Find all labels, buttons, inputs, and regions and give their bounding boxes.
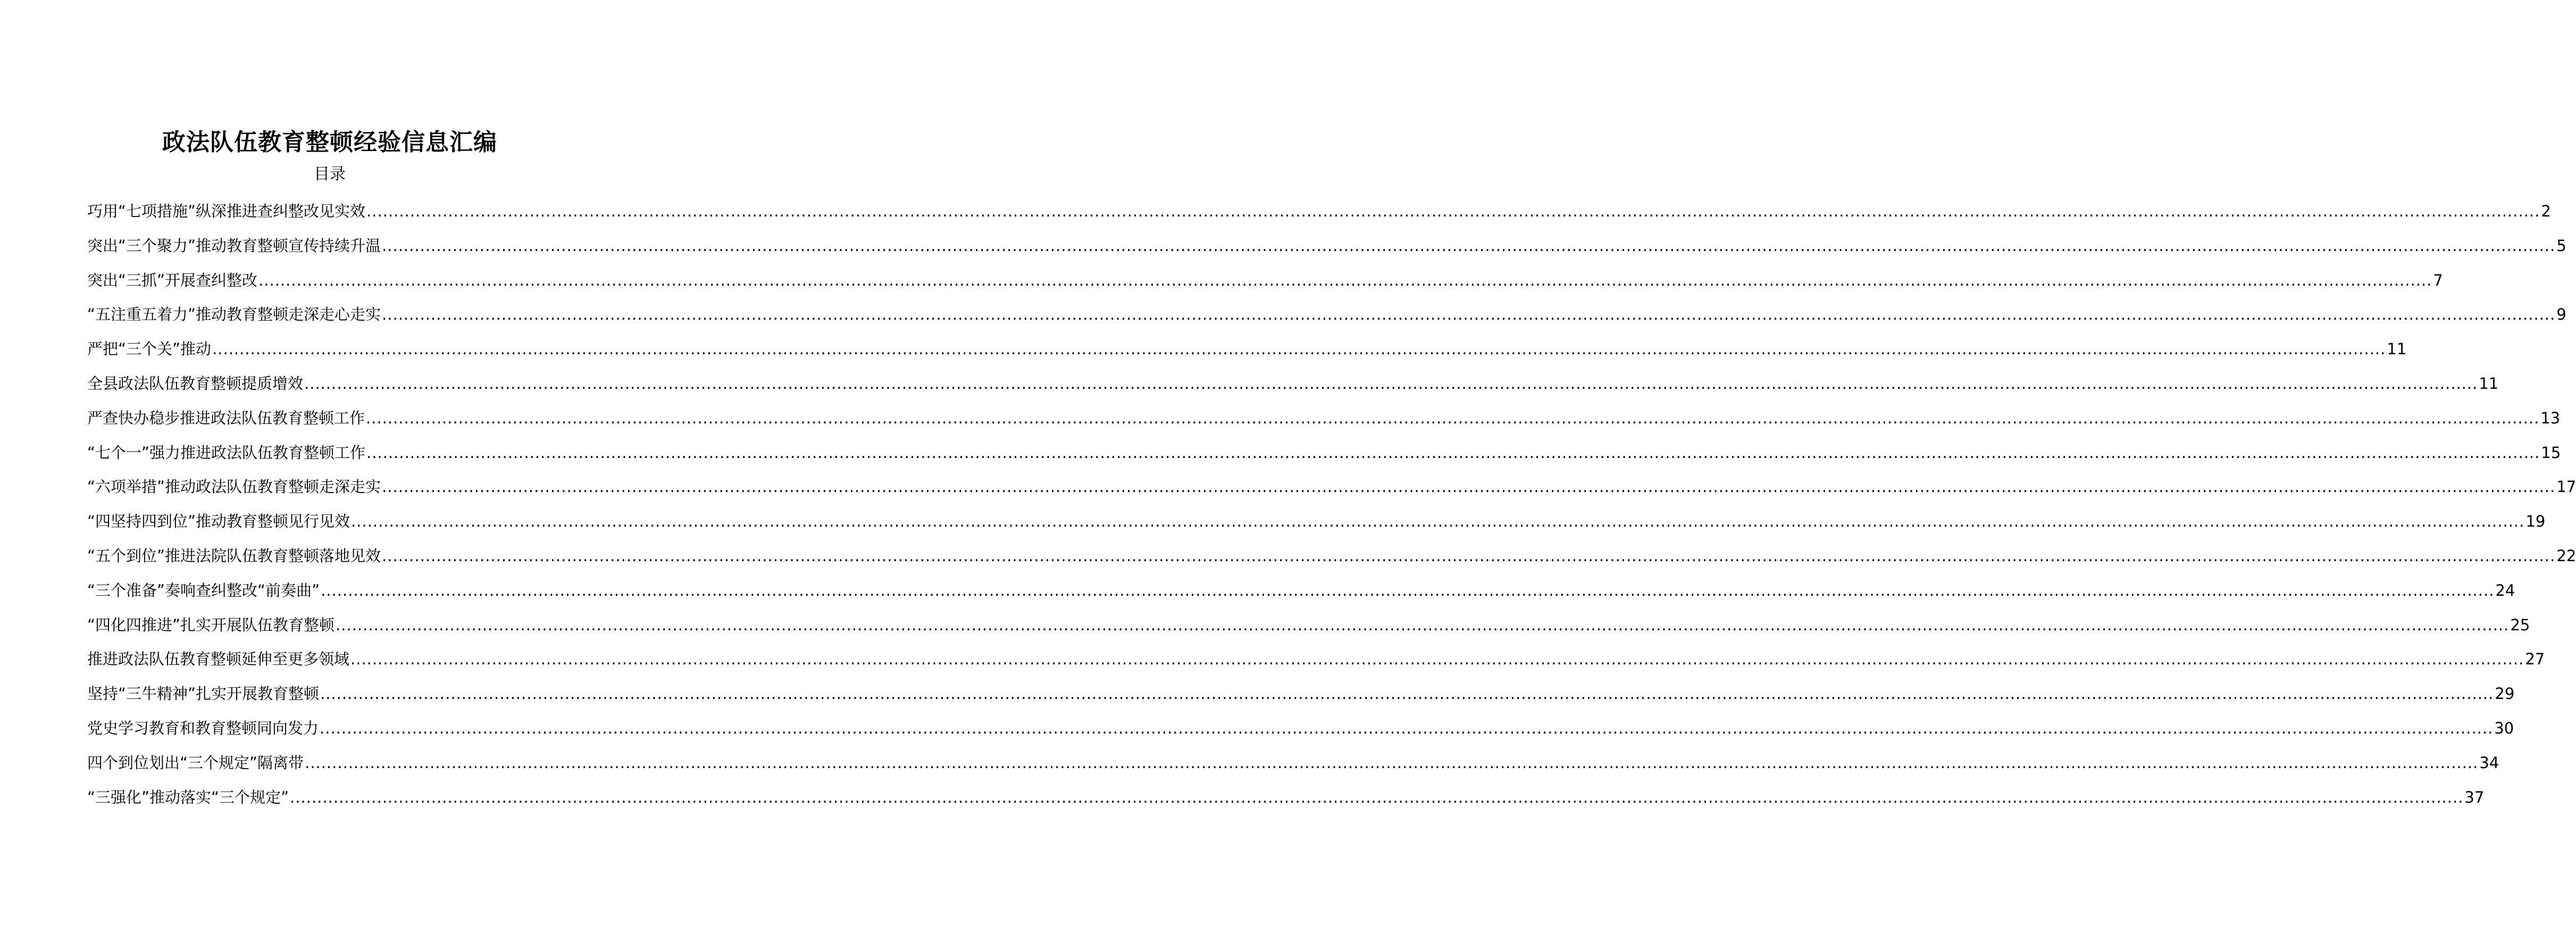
toc-entry[interactable] — [87, 473, 2576, 508]
toc-entry-page-number: 5 — [2556, 236, 2566, 255]
toc-entry-title: “三强化”推动落实“三个规定” — [87, 788, 289, 806]
toc-entry[interactable] — [87, 612, 2530, 646]
toc-entry-title: 党史学习教育和教育整顿同向发力 — [87, 719, 319, 737]
toc-entry-page-number: 9 — [2556, 305, 2566, 324]
toc-dot-leader: ................................................................................................................................................................................................................................................................................................................................................................................................................ — [290, 788, 2464, 806]
toc-entry-page-number: 11 — [2387, 340, 2407, 359]
toc-entry[interactable] — [87, 543, 2576, 577]
toc-entry-title: 严查快办稳步推进政法队伍教育整顿工作 — [87, 409, 365, 427]
toc-entry[interactable] — [87, 439, 2561, 474]
toc-entry-page-number: 22 — [2556, 546, 2576, 565]
toc-entry-title: 四个到位划出“三个规定”隔离带 — [87, 753, 304, 772]
toc-heading: 目录 — [314, 165, 346, 184]
toc-entry[interactable] — [87, 232, 2566, 267]
toc-entry-page-number: 29 — [2495, 685, 2515, 703]
toc-dot-leader: ................................................................................................................................................................................................................................................................................................................................................................................................................ — [366, 443, 2540, 462]
toc-dot-leader: ................................................................................................................................................................................................................................................................................................................................................................................................................ — [258, 271, 2432, 289]
toc-entry[interactable] — [87, 715, 2514, 749]
toc-entry[interactable] — [87, 749, 2499, 784]
toc-dot-leader: ................................................................................................................................................................................................................................................................................................................................................................................................................ — [382, 546, 2556, 565]
toc-entry[interactable] — [87, 508, 2546, 543]
toc-entry-page-number: 11 — [2479, 374, 2499, 393]
toc-entry-title: 推进政法队伍教育整顿延伸至更多领域 — [87, 650, 350, 669]
toc-entry-title: “四坚持四到位”推动教育整顿见行见效 — [87, 512, 350, 531]
toc-dot-leader: ................................................................................................................................................................................................................................................................................................................................................................................................................ — [321, 581, 2495, 599]
toc-dot-leader: ................................................................................................................................................................................................................................................................................................................................................................................................................ — [366, 409, 2540, 427]
table-of-contents — [87, 198, 2576, 818]
toc-entry-page-number: 25 — [2510, 615, 2530, 634]
toc-entry-page-number: 24 — [2495, 581, 2515, 599]
toc-entry-page-number: 13 — [2540, 409, 2561, 427]
toc-entry-title: “五个到位”推进法院队伍教育整顿落地见效 — [87, 546, 381, 565]
toc-entry-title: 严把“三个关”推动 — [87, 340, 212, 359]
toc-dot-leader: ................................................................................................................................................................................................................................................................................................................................................................................................................ — [304, 374, 2478, 393]
toc-dot-leader: ................................................................................................................................................................................................................................................................................................................................................................................................................ — [336, 615, 2510, 634]
toc-entry[interactable] — [87, 646, 2545, 680]
toc-dot-leader: ................................................................................................................................................................................................................................................................................................................................................................................................................ — [382, 305, 2556, 324]
toc-entry[interactable] — [87, 784, 2485, 819]
toc-entry-title: “六项举措”推动政法队伍教育整顿走深走实 — [87, 478, 381, 496]
toc-entry-title: 突出“三抓”开展查纠整改 — [87, 271, 258, 289]
toc-entry[interactable] — [87, 336, 2407, 370]
toc-entry-title: “五注重五着力”推动教育整顿走深走心走实 — [87, 305, 381, 324]
toc-entry-title: “四化四推进”扎实开展队伍教育整顿 — [87, 615, 335, 634]
toc-entry-page-number: 7 — [2433, 271, 2443, 289]
toc-entry-title: 坚持“三牛精神”扎实开展教育整顿 — [87, 685, 320, 703]
toc-entry-page-number: 37 — [2464, 788, 2485, 806]
toc-entry[interactable] — [87, 267, 2443, 302]
toc-entry-title: 全县政法队伍教育整顿提质增效 — [87, 374, 304, 393]
toc-entry[interactable] — [87, 577, 2515, 612]
toc-dot-leader: ................................................................................................................................................................................................................................................................................................................................................................................................................ — [366, 202, 2540, 220]
toc-entry[interactable] — [87, 680, 2515, 715]
toc-dot-leader: ................................................................................................................................................................................................................................................................................................................................................................................................................ — [320, 719, 2494, 737]
toc-entry-page-number: 15 — [2541, 443, 2561, 462]
toc-entry-title: “七个一”强力推进政法队伍教育整顿工作 — [87, 443, 366, 462]
toc-dot-leader: ................................................................................................................................................................................................................................................................................................................................................................................................................ — [350, 650, 2524, 669]
toc-entry[interactable] — [87, 301, 2566, 336]
toc-entry[interactable] — [87, 405, 2561, 439]
document-title: 政法队伍教育整顿经验信息汇编 — [162, 129, 497, 156]
toc-dot-leader: ................................................................................................................................................................................................................................................................................................................................................................................................................ — [351, 512, 2525, 531]
toc-dot-leader: ................................................................................................................................................................................................................................................................................................................................................................................................................ — [212, 340, 2386, 359]
toc-entry-page-number: 30 — [2494, 719, 2514, 737]
toc-entry-title: 突出“三个聚力”推动教育整顿宣传持续升温 — [87, 236, 381, 255]
toc-entry-page-number: 2 — [2541, 202, 2551, 220]
toc-dot-leader: ................................................................................................................................................................................................................................................................................................................................................................................................................ — [382, 236, 2556, 255]
toc-dot-leader: ................................................................................................................................................................................................................................................................................................................................................................................................................ — [320, 685, 2494, 703]
toc-entry[interactable] — [87, 198, 2551, 232]
toc-entry-title: “三个准备”奏响查纠整改“前奏曲” — [87, 581, 320, 599]
toc-entry-page-number: 19 — [2525, 512, 2546, 531]
toc-entry-page-number: 27 — [2525, 650, 2545, 669]
toc-entry-page-number: 17 — [2556, 478, 2576, 496]
toc-dot-leader: ................................................................................................................................................................................................................................................................................................................................................................................................................ — [305, 753, 2479, 772]
toc-dot-leader: ................................................................................................................................................................................................................................................................................................................................................................................................................ — [382, 478, 2556, 496]
toc-entry-page-number: 34 — [2479, 753, 2499, 772]
toc-entry[interactable] — [87, 370, 2499, 405]
toc-entry-title: 巧用“七项措施”纵深推进查纠整改见实效 — [87, 202, 366, 220]
